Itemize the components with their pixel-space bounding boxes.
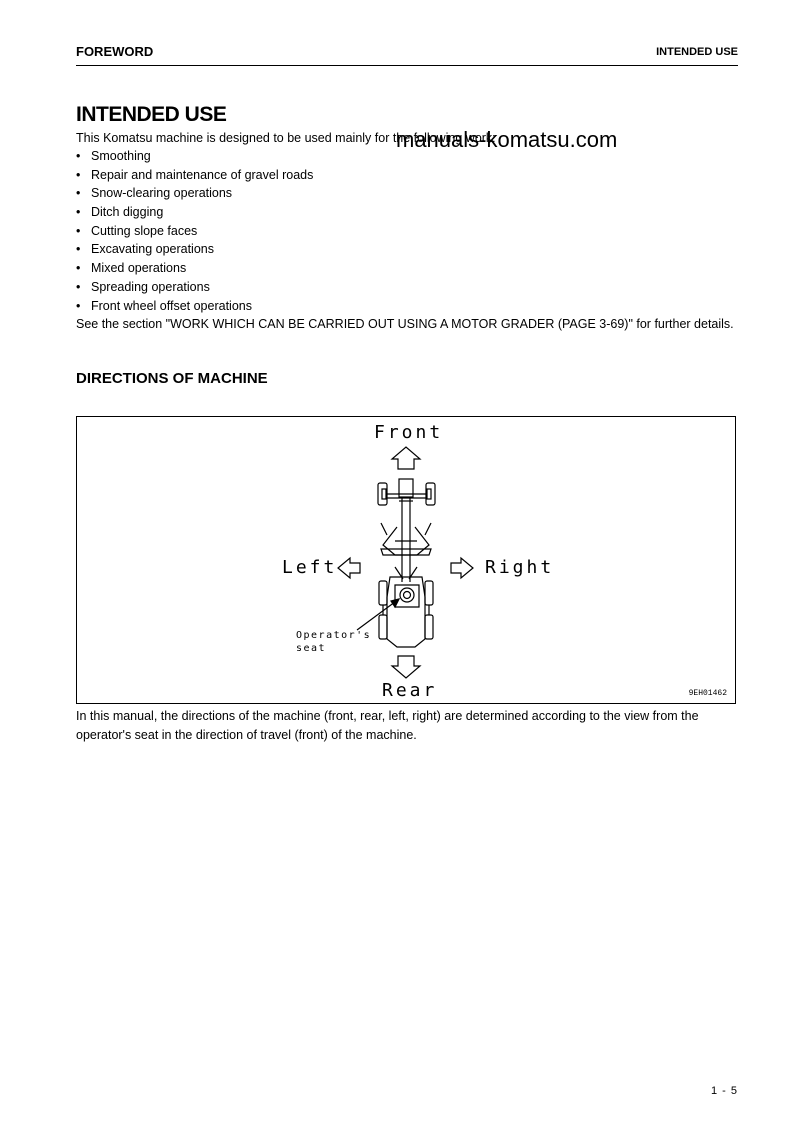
arrow-left-icon <box>338 558 360 578</box>
label-right: Right <box>485 557 555 578</box>
list-item: • Smoothing <box>76 147 313 166</box>
bullet-icon: • <box>76 298 81 313</box>
motor-grader-diagram <box>77 417 737 705</box>
grader-icon <box>378 479 435 647</box>
figure-code: 9EH01462 <box>688 689 727 698</box>
label-left: Left <box>282 557 338 578</box>
bullet-icon: • <box>76 149 81 163</box>
arrow-up-icon <box>392 447 420 469</box>
arrow-right-icon <box>451 558 473 578</box>
label-operator-seat: Operator's seat <box>296 630 372 654</box>
header-rule <box>76 65 738 66</box>
see-also-text: See the section "WORK WHICH CAN BE CARRIED OUT USING A MOTOR GRADER (PAGE 3-69)" for further details. <box>76 317 734 331</box>
header-section: FOREWORD <box>76 44 154 59</box>
header-topic: INTENDED USE <box>656 46 738 58</box>
page-title: INTENDED USE <box>76 103 227 126</box>
list-item: • Snow-clearing operations <box>76 184 313 203</box>
page-number: 1 - 5 <box>710 1085 738 1097</box>
label-rear: Rear <box>382 680 438 701</box>
bullet-icon: • <box>76 167 81 182</box>
list-item: • Repair and maintenance of gravel roads <box>76 166 313 185</box>
label-front: Front <box>374 422 444 443</box>
bullet-icon: • <box>76 261 81 276</box>
bullet-icon: • <box>76 279 81 294</box>
arrow-down-icon <box>392 656 420 678</box>
list-item: • Mixed operations <box>76 259 313 278</box>
intro-text: This Komatsu machine is designed to be used mainly for the following work: <box>76 131 496 145</box>
list-item: • Ditch digging <box>76 203 313 222</box>
list-item: • Excavating operations <box>76 240 313 259</box>
bullet-icon: • <box>76 186 81 201</box>
list-item: • Spreading operations <box>76 278 313 297</box>
figure-caption: In this manual, the directions of the machine (front, rear, left, right) are determined according to the view from the operator's seat in the direction of travel (front) of the machine. <box>76 709 699 742</box>
watermark: manuals-komatsu.com <box>396 127 618 152</box>
section-title-directions: DIRECTIONS OF MACHINE <box>76 370 268 387</box>
intended-use-list <box>76 147 313 315</box>
list-item: • Front wheel offset operations <box>76 297 313 316</box>
directions-figure <box>76 416 736 704</box>
list-item: • Cutting slope faces <box>76 222 313 241</box>
bullet-icon: • <box>76 223 81 238</box>
bullet-icon: • <box>76 205 81 220</box>
bullet-icon: • <box>76 242 81 257</box>
